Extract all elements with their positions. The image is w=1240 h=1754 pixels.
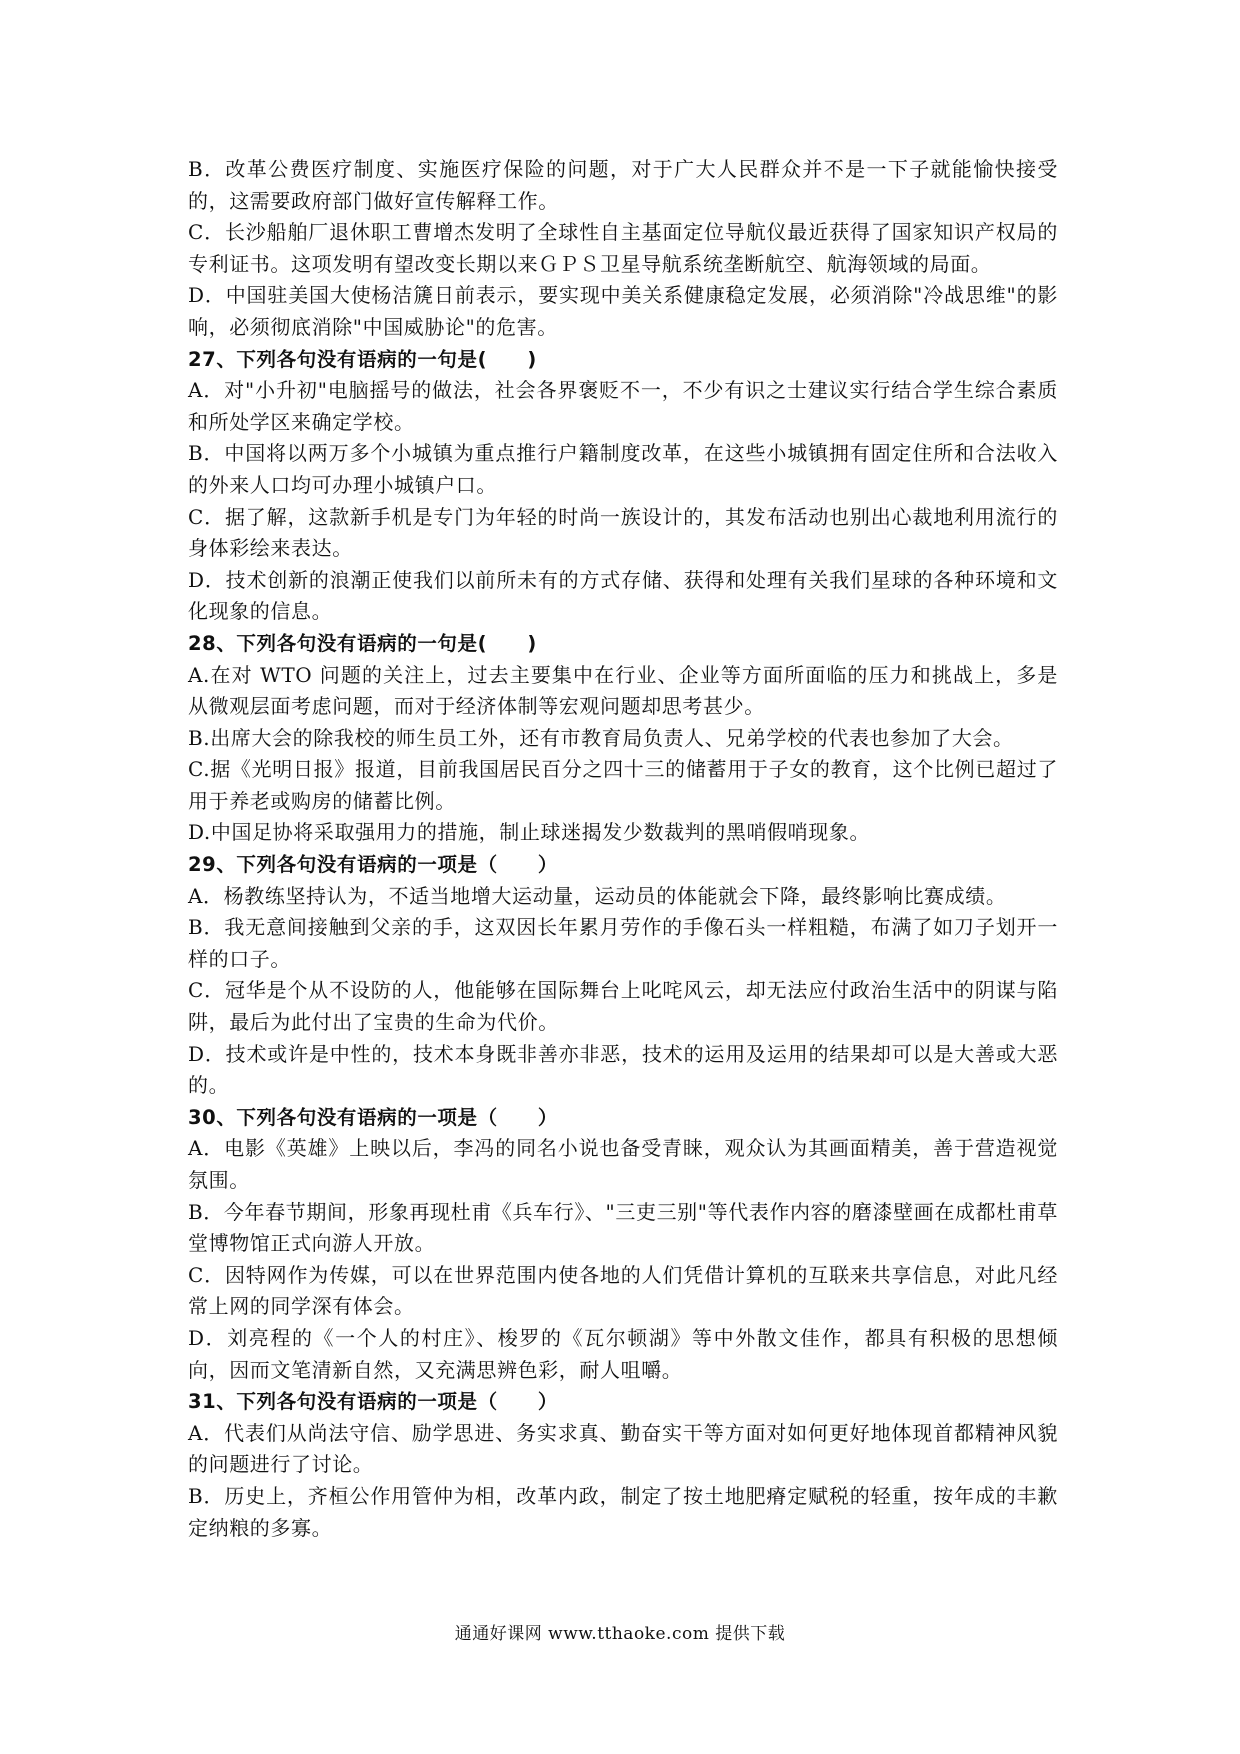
question-28-option-b: B.出席大会的除我校的师生员工外，还有市教育局负责人、兄弟学校的代表也参加了大会。 (188, 725, 1014, 750)
question-27-option-d: D．技术创新的浪潮正使我们以前所未有的方式存储、获得和处理有关我们星球的各种环境和文化现象的信息。 (188, 567, 1058, 624)
question-30-option-a: A．电影《英雄》上映以后，李冯的同名小说也备受青睐，观众认为其画面精美，善于营造视觉氛围。 (188, 1136, 1058, 1192)
page-footer: 通通好课网 www.tthaoke.com 提供下载 (454, 1624, 786, 1644)
question-27-option-c: C．据了解，这款新手机是专门为年轻的时尚一族设计的，其发布活动也别出心裁地利用流行的身体彩绘来表达。 (188, 504, 1058, 561)
question-29-option-c: C．冠华是个从不设防的人，他能够在国际舞台上叱咤风云，却无法应付政治生活中的阴谋与陷阱，最后为此付出了宝贵的生命为代价。 (188, 978, 1058, 1035)
question-30-option-d: D．刘亮程的《一个人的村庄》、梭罗的《瓦尔顿湖》等中外散文佳作，都具有积极的思想倾向，因而文笔清新自然，又充满思辨色彩，耐人咀嚼。 (188, 1325, 1058, 1382)
question-31-title: 31、下列各句没有语病的一项是（ ） (188, 1390, 559, 1414)
question-30-title: 30、下列各句没有语病的一项是（ ） (188, 1105, 559, 1129)
question-27-title: 27、下列各句没有语病的一句是( ) (188, 347, 537, 371)
question-30-option-c: C．因特网作为传媒，可以在世界范围内使各地的人们凭借计算机的互联来共享信息，对此凡经常上网的同学深有体会。 (188, 1262, 1058, 1319)
question-29-option-a: A．杨教练坚持认为，不适当地增大运动量，运动员的体能就会下降，最终影响比赛成绩。 (188, 883, 1007, 908)
question-28-option-c: C.据《光明日报》报道，目前我国居民百分之四十三的储蓄用于子女的教育，这个比例已超过了用于养老或购房的储蓄比例。 (188, 757, 1058, 813)
option-d-prev: D．中国驻美国大使杨洁篪日前表示，要实现中美关系健康稳定发展，必须消除"冷战思维"的影响，必须彻底消除"中国威胁论"的危害。 (188, 283, 1058, 339)
question-29-option-b: B．我无意间接触到父亲的手，这双因长年累月劳作的手像石头一样粗糙，布满了如刀子划开一样的口子。 (188, 915, 1058, 971)
question-29-option-d: D．技术或许是中性的，技术本身既非善亦非恶，技术的运用及运用的结果却可以是大善或大恶的。 (188, 1041, 1058, 1098)
option-c-prev: C．长沙船舶厂退休职工曹增杰发明了全球性自主基面定位导航仪最近获得了国家知识产权局的专利证书。这项发明有望改变长期以来ＧＰＳ卫星导航系统垄断航空、航海领域的局面。 (188, 220, 1058, 276)
document-body (188, 154, 1058, 1544)
question-28-title: 28、下列各句没有语病的一句是( ) (188, 631, 537, 655)
question-28-option-d: D.中国足协将采取强用力的措施，制止球迷揭发少数裁判的黑哨假哨现象。 (188, 820, 871, 845)
option-b-prev: B．改革公费医疗制度、实施医疗保险的问题，对于广大人民群众并不是一下子就能愉快接受的，这需要政府部门做好宣传解释工作。 (188, 157, 1058, 213)
question-31-option-a: A．代表们从尚法守信、励学思进、务实求真、勤奋实干等方面对如何更好地体现首都精神风貌的问题进行了讨论。 (188, 1420, 1058, 1477)
question-28-option-a: A.在对 WTO 问题的关注上，过去主要集中在行业、企业等方面所面临的压力和挑战上，多是从微观层面考虑问题，而对于经济体制等宏观问题却思考甚少。 (188, 662, 1058, 719)
question-31-option-b: B．历史上，齐桓公作用管仲为相，改革内政，制定了按土地肥瘠定赋税的轻重，按年成的丰歉定纳粮的多寡。 (188, 1483, 1058, 1540)
question-29-title: 29、下列各句没有语病的一项是（ ） (188, 853, 559, 877)
question-27-option-a: A．对"小升初"电脑摇号的做法，社会各界褒贬不一，不少有识之士建议实行结合学生综合素质和所处学区来确定学校。 (188, 378, 1058, 434)
question-30-option-b: B．今年春节期间，形象再现杜甫《兵车行》、"三吏三别"等代表作内容的磨漆壁画在成都杜甫草堂博物馆正式向游人开放。 (188, 1199, 1058, 1256)
question-27-option-b: B．中国将以两万多个小城镇为重点推行户籍制度改革，在这些小城镇拥有固定住所和合法收入的外来人口均可办理小城镇户口。 (188, 441, 1058, 497)
